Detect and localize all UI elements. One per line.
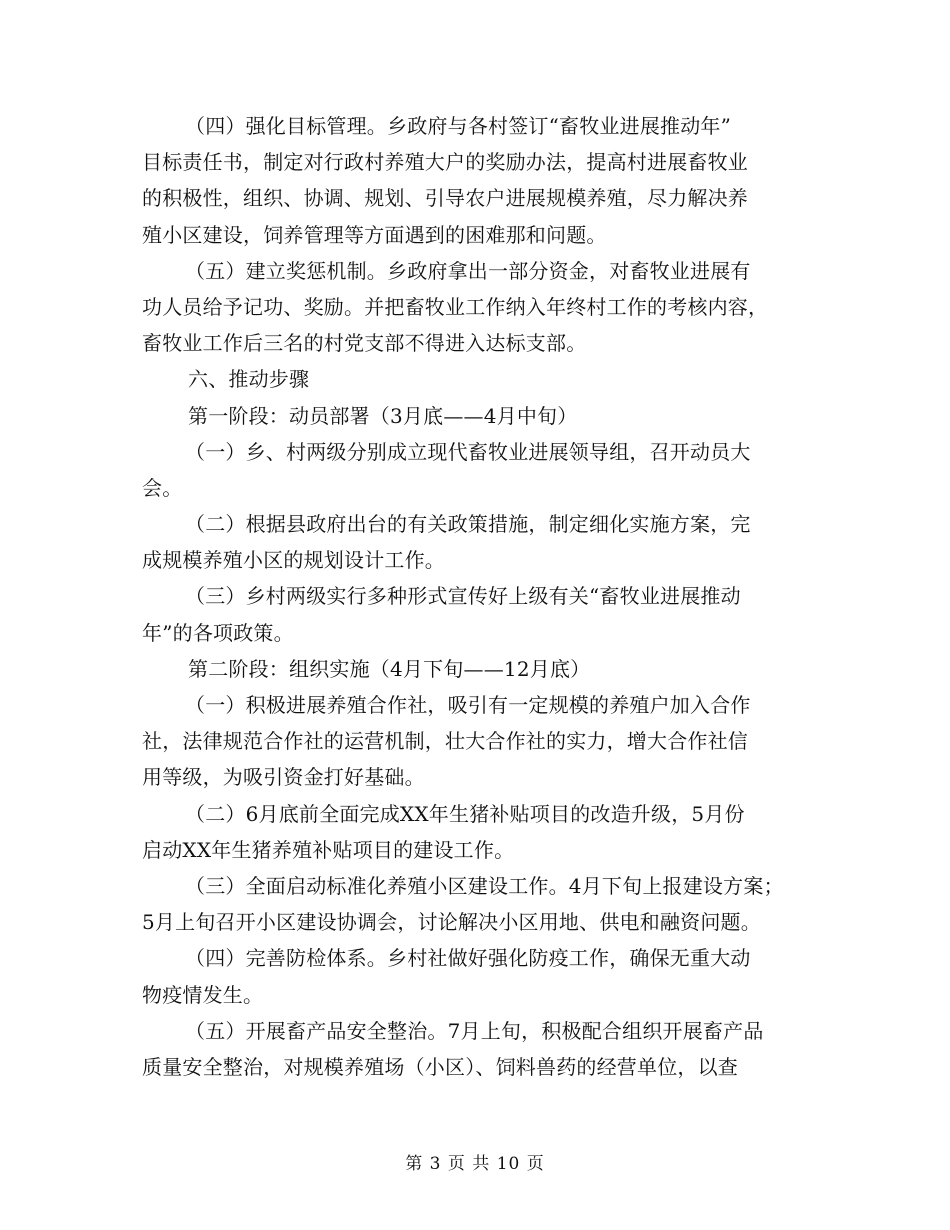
paragraph-line: 殖小区建设，饲养管理等方面遇到的困难那和问题。 [142,222,607,247]
paragraph-line: （五）建立奖惩机制。乡政府拿出一部分资金，对畜牧业进展有 [185,258,751,283]
paragraph-line: 启动XX年生猪养殖补贴项目的建设工作。 [142,837,515,862]
paragraph-line: 畜牧业工作后三名的村党支部不得进入达标支部。 [142,331,587,356]
paragraph-line: （一）积极进展养殖合作社，吸引有一定规模的养殖户加入合作 [185,693,751,717]
paragraph-line: 物疫情发生。 [142,982,264,1007]
paragraph-line: 用等级，为吸引资金打好基础。 [142,765,425,790]
paragraph-line: 功人员给予记功、奖励。并把畜牧业工作纳入年终村工作的考核内容， [142,294,769,319]
paragraph-line: （四）强化目标管理。乡政府与各村签订“畜牧业进展推动年” [185,114,732,138]
paragraph-line: 质量安全整治，对规模养殖场（小区）、饲料兽药的经营单位，以查 [142,1054,738,1079]
paragraph-line: 年”的各项政策。 [142,620,294,645]
paragraph-line: （五）开展畜产品安全整治。7月上旬，积极配合组织开展畜产品 [185,1018,764,1043]
page-number: 第 3 页 共 10 页 [405,1154,545,1174]
paragraph-line: （二）根据县政府出台的有关政策措施，制定细化实施方案，完 [185,512,751,537]
paragraph-line: （二）6月底前全面完成XX年生猪补贴项目的改造升级，5月份 [185,801,745,826]
document-body [142,108,812,1085]
paragraph-line: （三）全面启动标准化养殖小区建设工作。4月下旬上报建设方案； [185,873,784,898]
paragraph-line: （一）乡、村两级分别成立现代畜牧业进展领导组，召开动员大 [185,439,751,464]
paragraph-line: （四）完善防检体系。乡村社做好强化防疫工作，确保无重大动 [185,946,751,971]
paragraph-line: 目标责任书，制定对行政村养殖大户的奖励办法，提高村进展畜牧业 [142,150,748,175]
paragraph-line: 会。 [142,475,183,500]
paragraph-line: 社，法律规范合作社的运营机制，壮大合作社的实力，增大合作社信 [142,729,748,754]
paragraph-line: 成规模养殖小区的规划设计工作。 [142,548,445,573]
paragraph-line: 的积极性，组织、协调、规划、引导农户进展规模养殖，尽力解决养 [142,186,748,211]
stage-heading: 第一阶段：动员部署（3月底——4月中旬） [188,403,578,428]
section-heading: 六、推动步骤 [188,367,310,392]
stage-heading: 第二阶段：组织实施（4月下旬——12月底） [188,656,591,681]
paragraph-line: （三）乡村两级实行多种形式宣传好上级有关“畜牧业进展推动 [185,584,741,609]
paragraph-line: 5月上旬召开小区建设协调会，讨论解决小区用地、供电和融资问题。 [142,910,761,935]
